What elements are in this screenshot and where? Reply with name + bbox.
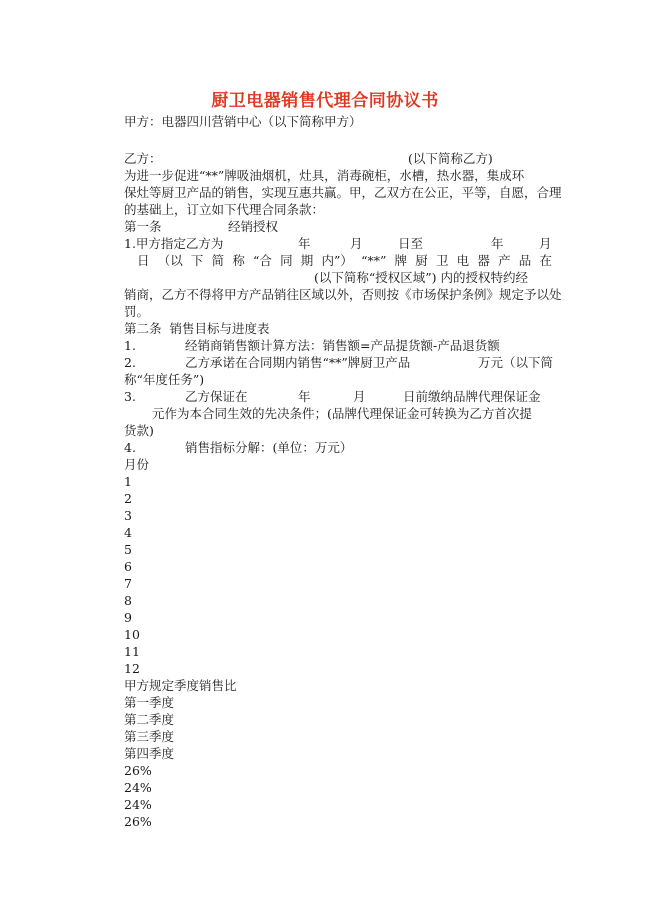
- intro-line-1: 为进一步促进“**”牌吸油烟机，灶具，消毒碗柜，水槽，热水器，集成环: [124, 168, 525, 183]
- article2-item4-text: 销售指标分解：(单位：万元）: [185, 440, 353, 455]
- quarter-item: 第一季度: [124, 695, 175, 710]
- intro-line-2: 保灶等厨卫产品的销售，实现互惠共赢。甲，乙双方在公正，平等，自愿，合理: [124, 185, 562, 200]
- article1-line1-d: 日至: [398, 236, 424, 251]
- article2-item3-number: 3.: [124, 389, 136, 404]
- article1-line2: [137, 252, 552, 269]
- article1-line4: 销商，乙方不得将甲方产品销往区域以外，否则按《市场保护条例》规定予以处: [124, 287, 562, 302]
- quarter-item: 第二季度: [124, 712, 175, 727]
- month-item: 12: [124, 661, 140, 676]
- article1-line2-word: 期: [300, 253, 314, 268]
- month-item: 4: [124, 525, 132, 540]
- article1-line3: (以下简称“授权区域”) 内的授权特约经: [314, 270, 529, 285]
- article2-item3-part: 日前缴纳品牌代理保证金: [403, 389, 541, 404]
- month-item: 3: [124, 508, 132, 523]
- article2-item3-cont1: 元作为本合同生效的先决条件；(品牌代理保证金可转换为乙方首次提: [152, 406, 532, 421]
- quarter-item: 第三季度: [124, 729, 175, 744]
- article2-item2-unit: 万元（以下简: [478, 355, 554, 370]
- article2-item3-part: 年: [298, 389, 311, 404]
- months-list: [124, 456, 237, 830]
- article2-item2-cont: 称“年度任务”): [124, 372, 205, 387]
- month-item: 10: [124, 627, 140, 642]
- months-header: 月份: [124, 457, 150, 472]
- article2-item3-cont2: 货款): [124, 423, 154, 438]
- article1-heading: 第一条: [124, 219, 162, 234]
- article1-line1-a: 1.甲方指定乙方为: [124, 236, 224, 251]
- article1-line2-word: “**”: [361, 253, 387, 268]
- article1-line2-word: 日: [137, 253, 150, 268]
- article1-line2-word: 称: [232, 253, 245, 268]
- quarter-ratio: 26%: [124, 814, 152, 829]
- article1-title: 经销授权: [228, 219, 279, 234]
- article1-line1-c: 月: [350, 236, 363, 251]
- quarter-item: 第四季度: [124, 746, 175, 761]
- month-item: 7: [124, 576, 132, 591]
- month-item: 8: [124, 593, 132, 608]
- article1-line2-word: 下: [190, 253, 204, 268]
- article2-item3-part: 乙方保证在: [185, 389, 248, 404]
- quarter-ratio: 24%: [124, 780, 152, 795]
- article1-line2-word: 品: [518, 253, 532, 268]
- article1-line2-word: 厨: [415, 253, 428, 268]
- article1-line2-word: 电: [456, 253, 470, 268]
- article1-line2-word: 牌: [394, 253, 408, 268]
- article1-line2-word: 内”）: [321, 253, 353, 268]
- party-b-abbrev: (以下简称乙方): [408, 151, 493, 166]
- month-item: 1: [124, 474, 132, 489]
- article1-line2-word: 同: [280, 253, 293, 268]
- article1-line1-f: 月: [539, 236, 552, 251]
- month-item: 9: [124, 610, 132, 625]
- party-b-label: 乙方：: [124, 151, 162, 166]
- intro-line-3: 的基础上，订立如下代理合同条款：: [124, 202, 325, 217]
- article1-line2-word: “合: [253, 253, 272, 268]
- article2-item1-number: 1.: [124, 338, 136, 353]
- article1-line2-word: （以: [157, 253, 183, 268]
- article1-line5: 罚。: [124, 304, 150, 319]
- article1-line1-e: 年: [491, 236, 504, 251]
- article1-line2-word: 卫: [435, 253, 449, 268]
- month-item: 6: [124, 559, 132, 574]
- article1-line1-b: 年: [298, 236, 311, 251]
- quarter-ratio: 24%: [124, 797, 152, 812]
- article2-item4-number: 4.: [124, 440, 136, 455]
- article1-line2-word: 器: [477, 253, 490, 268]
- document-title: 厨卫电器销售代理合同协议书: [211, 91, 439, 111]
- article1-line2-word: 在: [539, 253, 552, 268]
- article2-item1-text: 经销商销售额计算方法：销售额=产品提货额-产品退货额: [185, 338, 500, 353]
- quarter-header: 甲方规定季度销售比: [124, 678, 237, 693]
- article2-item3-part: 月: [353, 389, 366, 404]
- article2-heading: 第二条 销售目标与进度表: [124, 321, 270, 336]
- article1-line2-word: 产: [498, 253, 511, 268]
- quarter-ratio: 26%: [124, 763, 152, 778]
- article2-item2-text: 乙方承诺在合同期内销售“**”牌厨卫产品: [185, 355, 411, 370]
- month-item: 11: [124, 644, 140, 659]
- article2-item2-number: 2.: [124, 355, 136, 370]
- month-item: 2: [124, 491, 132, 506]
- month-item: 5: [124, 542, 132, 557]
- party-a-line: 甲方：电器四川营销中心（以下简称甲方）: [124, 114, 362, 129]
- article1-line2-word: 简: [211, 253, 225, 268]
